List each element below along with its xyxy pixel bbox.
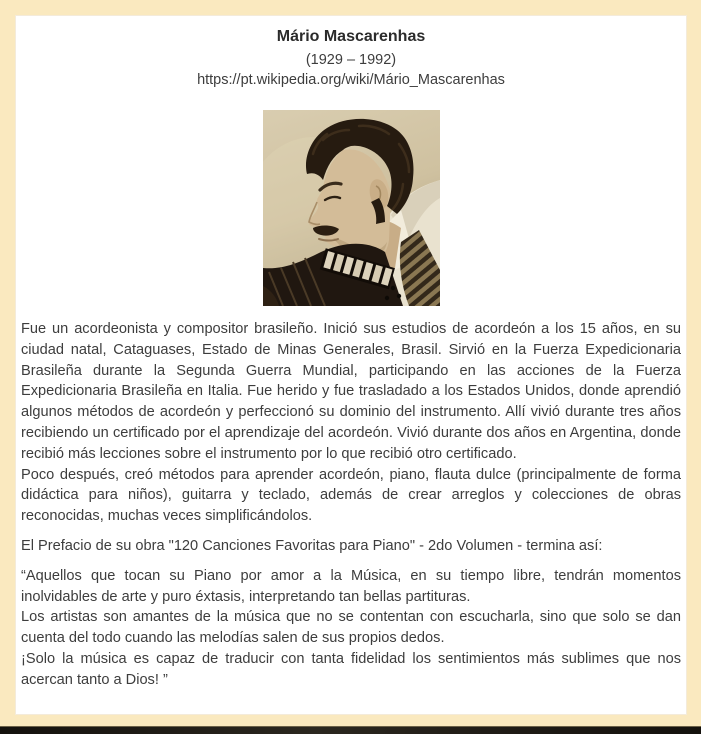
- bio-paragraph-2: Poco después, creó métodos para aprender acordeón, piano, flauta dulce (principalmente de forma didáctica para niños), guitarra y teclado, además de crear arreglos y colecciones de obras reconocidas, muchas veces simplificándolos.: [21, 466, 681, 525]
- document-header: [21, 27, 681, 90]
- preface-intro: El Prefacio de su obra "120 Canciones Favoritas para Piano" - 2do Volumen - termina así:: [21, 537, 603, 554]
- document-panel: [15, 15, 687, 715]
- life-dates: (1929 – 1992): [305, 52, 397, 68]
- photo-container: [21, 110, 681, 306]
- bottom-bar: [0, 726, 701, 734]
- quote-line-2: Los artistas son amantes de la música que no se contentan con escucharla, sino que solo se dan cuenta del todo cuando las melodías salen de sus propios dedos.: [21, 609, 681, 647]
- portrait-photo: [263, 110, 440, 306]
- quote-line-3: ¡Solo la música es capaz de traducir con tanta fidelidad los sentimientos más sublimes que nos acercan tanto a Dios! ”: [21, 650, 681, 688]
- bio-paragraph-1: Fue un acordeonista y compositor brasileño. Inició sus estudios de acordeón a los 15 años, en su ciudad natal, Cataguases, Estado de Minas Generales, Brasil. Sirvió en la Fuerza Expedicionaria Brasileña durante la Segunda Guerra Mundial, participando en las acciones de la Fuerza Expedicionaria Brasileña en Italia. Fue herido y fue trasladado a los Estados Unidos, donde aprendió algunos métodos de acordeón y perfeccionó su dominio del instrumento. Allí vivió durante tres años recibiendo un certificado por el aprendizaje del acordeón. Vivió durante dos años en Argentina, donde recibió más lecciones sobre el instrumento por lo que recibió otro certificado.: [21, 321, 681, 462]
- page-title: Mário Mascarenhas: [276, 28, 426, 45]
- quote-line-1: “Aquellos que tocan su Piano por amor a la Música, en su tiempo libre, tendrán momentos inolvidables de arte y puro éxtasis, interpretando tan bellas partituras.: [21, 567, 681, 605]
- biography-text: [21, 319, 681, 691]
- wikipedia-url[interactable]: https://pt.wikipedia.org/wiki/Mário_Mascarenhas: [197, 72, 505, 88]
